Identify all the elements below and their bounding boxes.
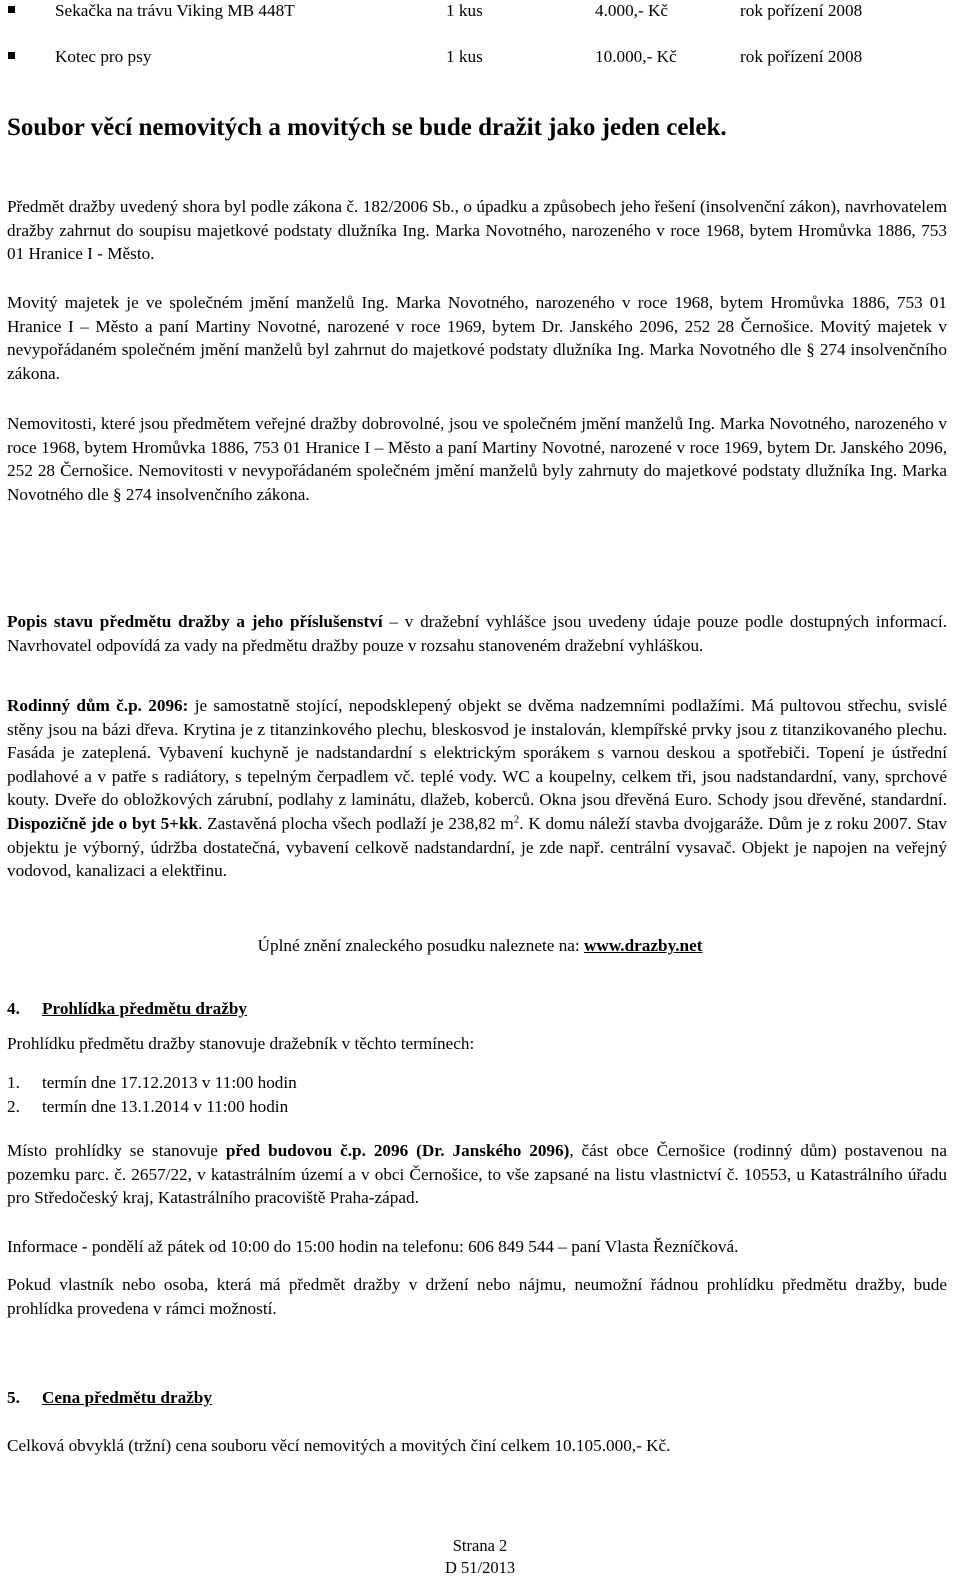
inspection-note: Pokud vlastník nebo osoba, která má předmět dražby v držení nebo nájmu, neumožní řádnou prohlídku předmětu dražby, bude prohlídka provedena v rámci možností. (7, 1275, 947, 1318)
page-number: Strana 2 (452, 1536, 508, 1555)
paragraph-description (7, 610, 947, 657)
section-number: 4. (7, 999, 20, 1018)
drazby-link[interactable]: www.drazby.net (584, 936, 703, 955)
square-unit-superscript: 2 (513, 813, 520, 826)
list-item (8, 45, 948, 69)
term-number: 2. (7, 1097, 20, 1116)
place-text: Místo prohlídky se stanovuje (7, 1141, 226, 1160)
paragraph-insolvency: Předmět dražby uvedený shora byl podle zákona č. 182/2006 Sb., o úpadku a způsobech jeho řešení (insolvenční zákon), navrhovatelem dražby zahrnut do soupisu majetkové podstaty dlužníka Ing. Marka Novotného, narozeného v roce 1968, bytem Hromůvka 1886, 753 01 Hranice I - Město. (7, 197, 947, 264)
paragraph-house (7, 694, 947, 883)
item-name: Kotec pro psy (55, 47, 152, 66)
item-price: 4.000,- Kč (595, 1, 669, 20)
place-address: před budovou č.p. 2096 (Dr. Janského 2096) (225, 1141, 570, 1160)
place-text-rest: , část obce Černošice (rodinný dům) postavenou na pozemku parc. č. 2657/22, v katastrálním území a v obci Černošice, to vše zapsané na listu vlastnictví č. 10553, u Katastrálního úřadu pro Středočeský kraj, Katastrálního pracoviště Praha-západ. (7, 1141, 947, 1208)
section-4-heading (0, 997, 960, 1021)
term-text: termín dne 17.12.2013 v 11:00 hodin (42, 1073, 297, 1092)
square-bullet-icon (8, 52, 15, 59)
term-text: termín dne 13.1.2014 v 11:00 hodin (42, 1097, 289, 1116)
house-text-end: . K domu náleží stavba dvojgaráže. Dům je z roku 2007. Stav objektu je výborný, údržba dostatečná, vybavení celkově nadstandardní, je zde např. centrální vysavač. Objekt je napojen na veřejný vodovod, kanalizaci a elektřinu. (7, 813, 947, 881)
section-5-heading (0, 1386, 960, 1410)
item-year: rok pořízení 2008 (740, 1, 863, 20)
section-number: 5. (7, 1388, 20, 1407)
item-price: 10.000,- Kč (595, 47, 677, 66)
item-name: Sekačka na trávu Viking MB 448T (55, 1, 295, 20)
inspection-place (7, 1139, 947, 1210)
section-heading: Soubor věcí nemovitých a movitých se bude dražit jako jeden celek. (7, 114, 727, 141)
section-title: Prohlídka předmětu dražby (42, 999, 247, 1018)
square-bullet-icon (8, 6, 15, 13)
house-area-text: . Zastavěná plocha všech podlaží je 238,82 m (198, 813, 514, 833)
item-year: rok pořízení 2008 (740, 47, 863, 66)
paragraph-immovable-property: Nemovitosti, které jsou předmětem veřejné dražby dobrovolné, jsou ve společném jmění manželů Ing. Marka Novotného, narozeného v roce 1968, bytem Hromůvka 1886, 753 01 Hranice I – Město a paní Martiny Novotné, narozené v roce 1969, bytem Dr. Janského 2096, 252 28 Černošice. Nemovitosti v nevypořádaném společném jmění manželů byly zahrnuty do majetkové podstaty dlužníka Ing. Marka Novotného dle § 274 insolvenčního zákona. (7, 414, 947, 504)
paragraph-movable-property: Movitý majetek je ve společném jmění manželů Ing. Marka Novotného, narozeného v roce 1968, bytem Hromůvka 1886, 753 01 Hranice I – Město a paní Martiny Novotné, narozené v roce 1969, bytem Dr. Janského 2096, 252 28 Černošice. Movitý majetek v nevypořádaném společném jmění manželů byl zahrnut do majetkové podstaty dlužníka Ing. Marka Novotného dle § 274 insolvenčního zákona. (7, 293, 947, 383)
document-number: D 51/2013 (444, 1558, 516, 1577)
item-quantity: 1 kus (446, 47, 483, 66)
description-text: – v dražební vyhlášce jsou uvedeny údaje pouze podle dostupných informací. Navrhovatel odpovídá za vady na předmětu dražby pouze v rozsahu stanoveném dražební vyhláškou. (7, 612, 947, 655)
section-title: Cena předmětu dražby (42, 1388, 212, 1407)
price-text: Celková obvyklá (tržní) cena souboru věcí nemovitých a movitých činí celkem 10.105.000,- Kč. (7, 1436, 671, 1455)
house-layout: Dispozičně jde o byt 5+kk (7, 813, 199, 833)
inspection-intro: Prohlídku předmětu dražby stanovuje dražebník v těchto termínech: (7, 1034, 475, 1053)
description-label: Popis stavu předmětu dražby a jeho příslušenství (7, 612, 383, 631)
list-item (8, 0, 948, 23)
term-number: 1. (7, 1073, 20, 1092)
item-quantity: 1 kus (446, 1, 483, 20)
list-item (0, 1071, 960, 1095)
inspection-info: Informace - pondělí až pátek od 10:00 do 15:00 hodin na telefonu: 606 849 544 – paní Vlasta Řezníčková. (7, 1237, 739, 1256)
list-item (0, 1095, 960, 1119)
full-report-label: Úplné znění znaleckého posudku naleznete na: (257, 936, 585, 955)
house-label: Rodinný dům č.p. 2096: (7, 696, 189, 715)
full-report-line (0, 934, 960, 958)
house-text: je samostatně stojící, nepodsklepený objekt se dvěma nadzemními podlažími. Má pultovou střechu, svislé stěny jsou na bázi dřeva. Krytina je z titanzinkového plechu, bleskosvod je instalován, klempířské prvky jsou z titanzikovaného plechu. Fasáda je zateplená. Vybavení kuchyně je nadstandardní s elektrickým sporákem s varnou deskou a spotřebiči. Topení je ústřední podlahové a v patře s radiátory, s tepelným čerpadlem vč. teplé vody. WC a koupelny, celkem tři, jsou nadstandardní, vany, sprchové kouty. Dveře do obložkových zárubní, podlahy z laminátu, dlažeb, koberců. Okna jsou dřevěná Euro. Schody jsou dřevěné, standardní. (7, 696, 947, 810)
